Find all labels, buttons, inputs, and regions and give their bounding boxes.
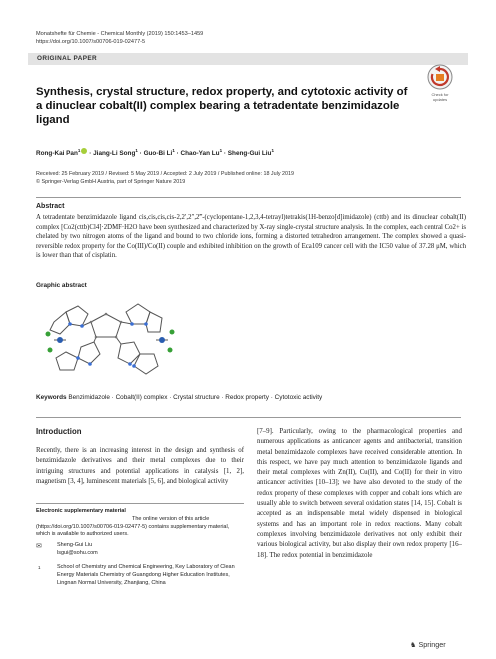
affiliation: School of Chemistry and Chemical Engineering, Key Laboratory of Clean Energy Materials Chemistry of Guangdong Higher Education Institutes, Lingnan Normal University, Zhanjiang, China [57,564,235,586]
author-name[interactable]: Guo-Bi Li [143,150,173,158]
author-name[interactable]: Rong-Kai Pan [36,150,78,158]
affiliation-number: 1 [38,565,41,570]
footnote-divider [36,503,244,504]
divider [36,417,461,418]
abstract-text: A tetradentate benzimidazole ligand cis,cis,cis,cis-2,2′,2″,2‴-(cyclopentane-1,2,3,4-tetrayl)tetrakis(1H-benzo[d]imidazole) (cttb) and its dinuclear cobalt(II) complex [Co2(cttb)Cl4]·2DMF·H2O have been synthesized and characterized by X-ray single-crystal structure analysis. In the complex, each central Co2+ is chelated by two nitrogen atoms of the ligand and bound to two chloride ions, forming a distorted tetrahedron arrangement. The complex showed a quasi-reversible redox property for the Co(III)/Co(II) couple and exhibited inhibition on the growth of Eca109 cancer cell with the IC50 value of 37.28 μM, which is lower than that of cisplatin. [36,214,467,260]
article-title: Synthesis, crystal structure, redox property, and cytotoxic activity of a dinuclear cobalt(II) complex bearing a tetradentate benzimidazole ligand [36,86,408,126]
corresponding-email[interactable]: lsgui@sohu.com [57,550,98,556]
author-name[interactable]: Jiang-Li Song [93,150,136,158]
copyright: © Springer-Verlag GmbH Austria, part of Springer Nature 2019 [36,179,186,185]
graphical-abstract-heading: Graphic abstract [36,282,87,289]
keywords [36,394,322,401]
check-for-updates-text[interactable]: Check for updates [431,92,449,102]
author-affiliation-marker: 1 [219,148,223,153]
corresponding-name: Sheng-Gui Liu [57,542,93,548]
springer-horse-icon: ♞ [410,640,417,649]
abstract-heading: Abstract [36,203,65,210]
introduction-heading: Introduction [36,427,82,436]
author-separator: · [222,150,228,158]
introduction-text-right: [7–9]. Particularly, owing to the pharmacological properties and numerous applications as anticancer agents and antibacterial, transition metal benzimidazole complexes have received considerable attention. In this respect, we have pay much attention to benzimidazole ligands and their metal complexes with Zn(II), Cu(II), and Co(II) for their in vitro anticancer activities [10–13]; we have also devoted to the study of the redox property of these complexes with copper and cobalt ions which are usually able to switch between several oxidation states [14, 15]. Cobalt is accepted as an indispensable metal widely dispensed in biological systems and has an important role in redox reactions. Many cobalt complexes involving benzimidazole derivatives not only exhibit their various biological activity, but also display their own redox property [16–18]. The redox potential in benzimidazole [257,428,462,559]
publisher-logo [410,640,446,649]
article-dates [36,170,294,186]
keywords-list: Benzimidazole · Cobalt(II) complex · Crystal structure · Redox property · Cytotoxic activity [68,394,323,401]
molecular-structure-figure [36,292,186,382]
journal-citation: Monatshefte für Chemie - Chemical Monthly (2019) 150:1453–1459 [36,31,204,37]
mail-icon: ✉ [36,543,42,550]
author-affiliation-marker: 1 [77,148,81,153]
divider [36,197,461,198]
author-separator: · [87,150,94,158]
author-affiliation-marker: 1 [135,148,138,153]
author-separator: · [137,150,144,158]
esm-text: The online version of this article (https://doi.org/10.1007/s00706-019-02477-5) contains supplementary material, which is available to authorized users. [36,516,230,538]
introduction-text-left: Recently, there is an increasing interest in the design and synthesis of benzimidazole derivatives and their metal complexes due to their intriguing structures and potential applications in catalysis [1, 2], magnetism [3, 4], luminescent materials [5, 6], and biological activity [36,447,244,485]
author-list [36,148,274,157]
author-name[interactable]: Sheng-Gui Liu [227,150,272,158]
keywords-label: Keywords [36,394,67,401]
doi-link[interactable]: https://doi.org/10.1007/s00706-019-02477-5 [36,39,146,45]
author-separator: · [174,150,181,158]
corresponding-author [57,541,98,557]
esm-title: Electronic supplementary material [36,508,126,514]
author-affiliation-marker: 1 [172,148,175,153]
journal-header [36,30,203,46]
publisher-name: Springer [418,640,446,649]
history-dates: Received: 25 February 2019 / Revised: 5 May 2019 / Accepted: 2 July 2019 / Published online: 18 July 2019 [36,171,295,177]
check-for-updates-icon[interactable] [426,63,454,91]
article-type-label: ORIGINAL PAPER [37,55,98,62]
author-affiliation-marker: 1 [271,148,274,153]
author-name[interactable]: Chao-Yan Lu [180,150,220,158]
